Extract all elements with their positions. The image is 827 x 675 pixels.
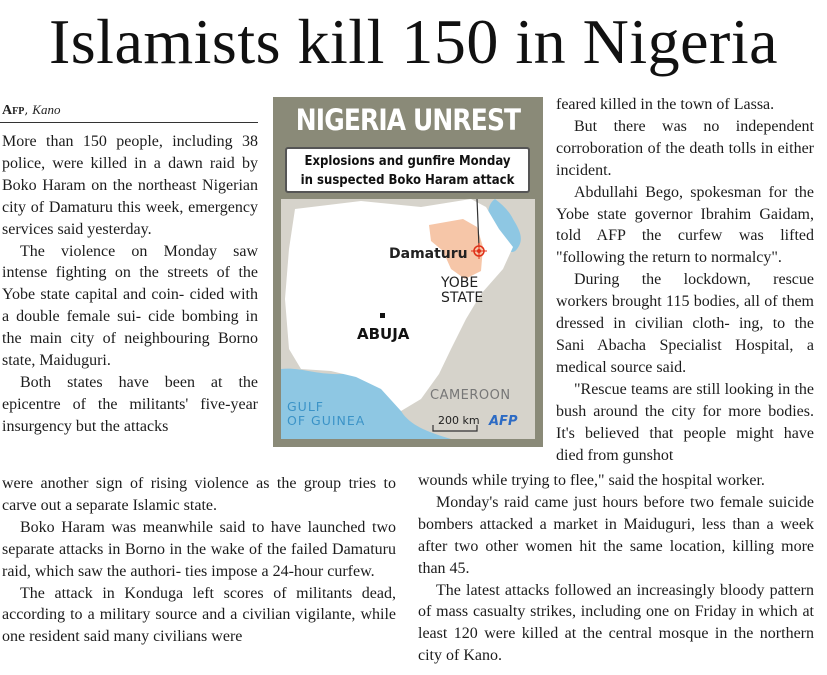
afp-credit-logo: AFP xyxy=(489,414,518,429)
byline-location: Kano xyxy=(32,102,61,117)
yobe-state-label xyxy=(441,276,483,306)
byline-source: Afp xyxy=(2,103,25,118)
gulf-label-line: OF GUINEA xyxy=(287,413,366,428)
paragraph: were another sign of rising violence as the group tries to carve out a separate Islamic state. xyxy=(2,475,396,514)
yobe-label-line: YOBE xyxy=(441,275,479,291)
paragraph: The violence on Monday saw intense fighting on the streets of the Yobe state capital and coin- cided with a double female sui- cide bombing in the main city of neighbouring Borno state, Maiduguri. xyxy=(2,242,258,370)
paragraph: wounds while trying to flee," said the hospital worker. xyxy=(418,472,765,489)
gulf-label-line: GULF xyxy=(287,399,324,414)
article-column-2 xyxy=(556,94,814,466)
nigeria-unrest-map xyxy=(273,97,543,447)
gulf-of-guinea-label xyxy=(287,400,365,428)
callout-line: Explosions and gunfire Monday xyxy=(304,154,511,169)
paragraph: "Rescue teams are still looking in the bush around the city for more bodies. It's believed that people might have died from gunshot xyxy=(556,380,814,464)
map-callout xyxy=(285,147,530,193)
paragraph: More than 150 people, including 38 police, were killed in a dawn raid by Boko Haram on the northeast Nigerian city of Damaturu this week, emergency services said yesterday. xyxy=(2,133,258,238)
cameroon-label: CAMEROON xyxy=(430,388,511,403)
callout-line: in suspected Boko Haram attack xyxy=(300,173,515,188)
article-column-2-wide xyxy=(418,470,814,667)
byline-rule xyxy=(0,122,258,123)
paragraph: But there was no independent corroboration of the death tolls in either incident. xyxy=(556,117,814,179)
paragraph: Both states have been at the epicentre of the militants' five-year insurgency but the attacks xyxy=(2,373,258,435)
paragraph: Monday's raid came just hours before two female suicide bombers attacked a market in Maiduguri, less than a week after two other women hit the same location, killing more than 45. xyxy=(418,493,814,577)
paragraph: During the lockdown, rescue workers brought 115 bodies, all of them dressed in civilian cloth- ing, to the Sani Abacha Specialist Hospital, a medical source said. xyxy=(556,271,814,376)
map-title: NIGERIA UNREST xyxy=(295,103,521,137)
article-column-1 xyxy=(2,131,258,438)
byline: Afp, Kano xyxy=(2,102,61,118)
paragraph: Abdullahi Bego, spokesman for the Yobe state governor Ibrahim Gaidam, told AFP the curfew was lifted "following the return to normalcy". xyxy=(556,183,814,267)
scale-label: 200 km xyxy=(438,414,480,427)
yobe-label-line: STATE xyxy=(441,290,484,306)
paragraph: Boko Haram was meanwhile said to have launched two separate attacks in Borno in the wake of the failed Damaturu raid, which saw the authori- ties impose a 24-hour curfew. xyxy=(2,518,396,580)
abuja-marker-icon xyxy=(380,313,385,318)
abuja-label: ABUJA xyxy=(357,325,410,343)
paragraph: The latest attacks followed an increasingly bloody pattern of mass casualty strikes, including one on Friday in which at least 120 were killed at the central mosque in the northern city of Kano. xyxy=(418,581,814,665)
damaturu-label: Damaturu xyxy=(389,246,468,262)
paragraph: The attack in Konduga left scores of militants dead, according to a military source and a civilian vigilante, while one resident said many civilians were xyxy=(2,584,396,646)
paragraph: feared killed in the town of Lassa. xyxy=(556,96,775,113)
headline: Islamists kill 150 in Nigeria xyxy=(48,6,779,77)
article-column-1-wide xyxy=(2,473,396,648)
